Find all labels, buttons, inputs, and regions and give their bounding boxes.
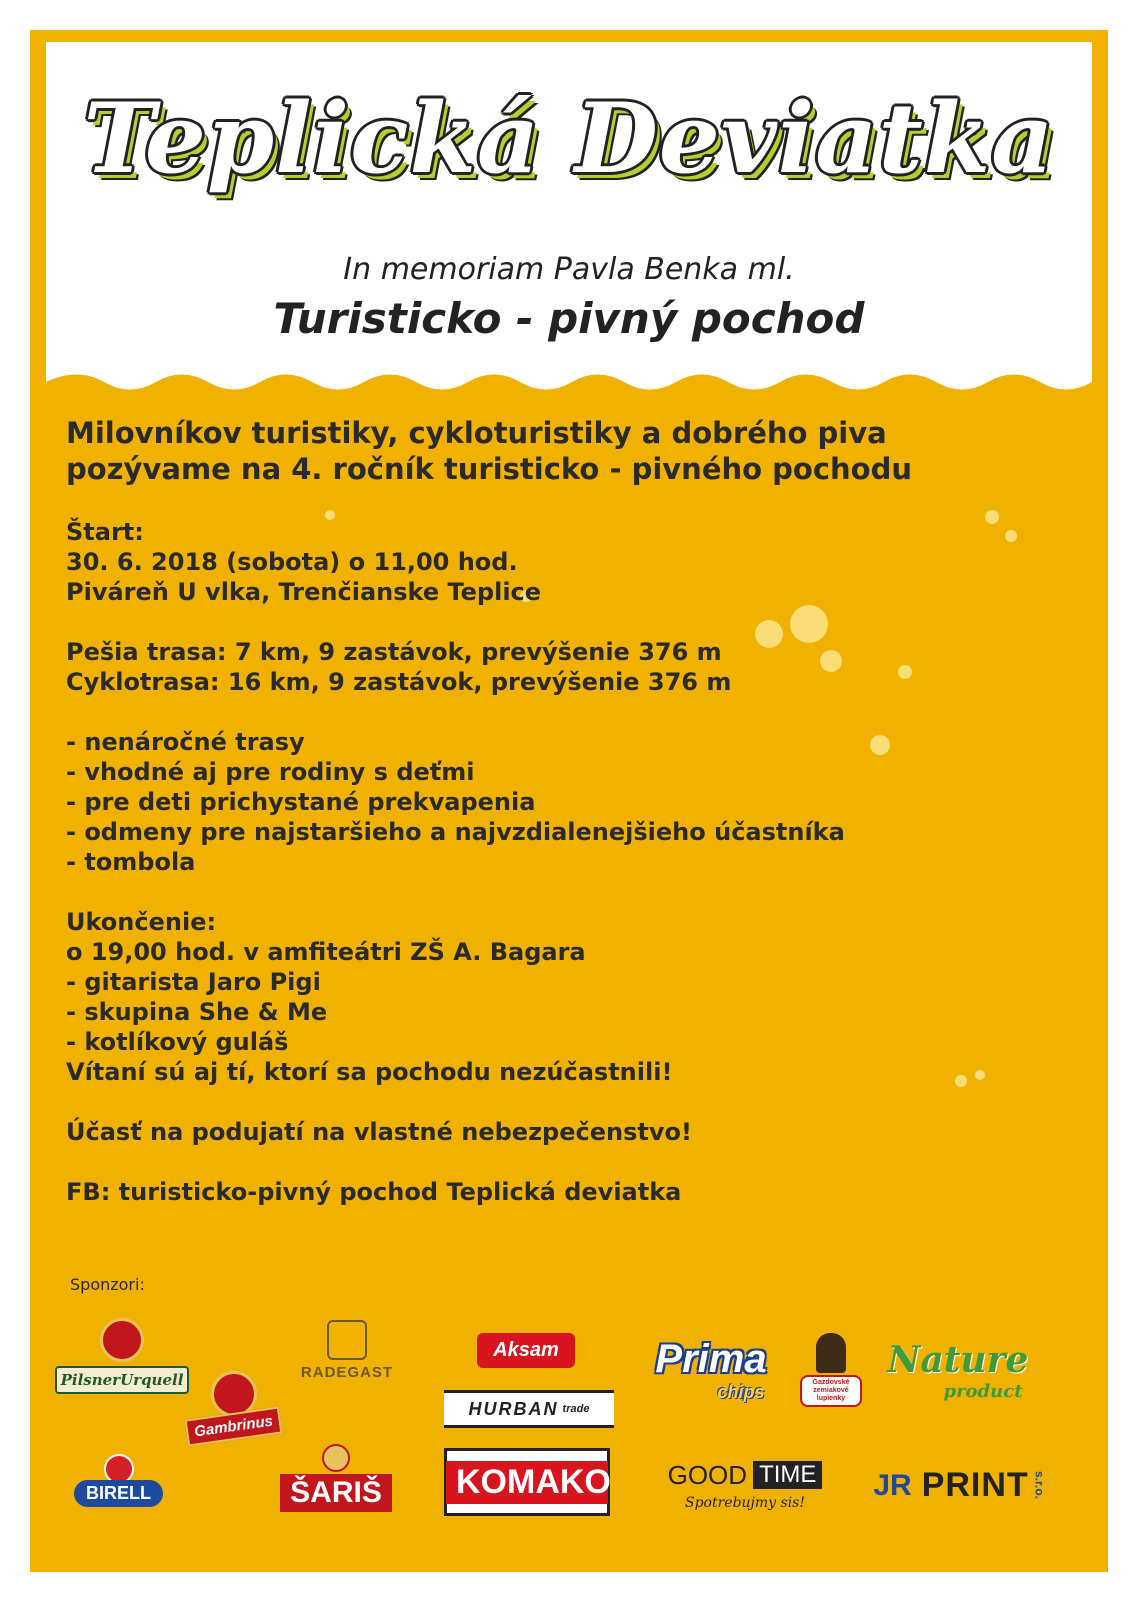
gazdovske-lupienky-logo: Gazdovské zemiakové lupienky xyxy=(800,1330,862,1410)
start-date: 30. 6. 2018 (sobota) o 11,00 hod. xyxy=(66,548,518,576)
warning-note: Účasť na podujatí na vlastné nebezpečenstvo! xyxy=(66,1118,692,1146)
event-type-subtitle: Turisticko - pivný pochod xyxy=(273,294,865,343)
end-item: - gitarista Jaro Pigi xyxy=(66,968,321,996)
feature-item: - pre deti prichystané prekvapenia xyxy=(66,788,536,816)
header-panel xyxy=(46,42,1092,437)
poster xyxy=(30,30,1108,1572)
end-item: - kotlíkový guláš xyxy=(66,1028,289,1056)
jr-print-logo: JR PRINT s.r.o. xyxy=(873,1466,1047,1504)
end-item: o 19,00 hod. v amfiteátri ZŠ A. Bagara xyxy=(66,938,586,966)
sponsors-label: Sponzori: xyxy=(70,1275,145,1294)
start-place: Piváreň U vlka, Trenčianske Teplice xyxy=(66,578,542,606)
main-content xyxy=(66,415,1086,1207)
route-walk: Pešia trasa: 7 km, 9 zastávok, prevýšenie 376 m xyxy=(66,638,722,666)
feature-item: - vhodné aj pre rodiny s deťmi xyxy=(66,758,475,786)
poster-title: Teplická Deviatka xyxy=(83,82,1055,195)
pilsner-urquell-logo: PilsnerUrquell xyxy=(68,1308,176,1403)
saris-logo: ŠARIŠ xyxy=(280,1440,392,1515)
start-heading: Štart: xyxy=(66,518,144,546)
farmer-icon xyxy=(816,1333,846,1373)
end-item: - skupina She & Me xyxy=(66,998,328,1026)
end-heading: Ukončenie: xyxy=(66,908,217,936)
radegast-emblem-icon xyxy=(327,1320,367,1360)
prima-chips-logo: Prima chips xyxy=(655,1337,767,1402)
hurban-trade-logo: HURBAN trade xyxy=(444,1390,614,1428)
memoriam-subtitle: In memoriam Pavla Benka ml. xyxy=(343,252,795,287)
good-time-logo: GOOD TIME Spotrebujmy sis! xyxy=(650,1455,840,1515)
feature-item: - odmeny pre najstaršieho a najvzdialenejšieho účastníka xyxy=(66,818,845,846)
welcome-note: Vítaní sú aj tí, ktorí sa pochodu nezúčastnili! xyxy=(66,1058,673,1086)
nature-product-logo: Nature product xyxy=(887,1338,1029,1402)
seal-icon xyxy=(100,1318,144,1362)
birell-logo: BIRELL xyxy=(66,1450,171,1510)
feature-item: - nenáročné trasy xyxy=(66,728,305,756)
feature-item: - tombola xyxy=(66,848,196,876)
intro-line: Milovníkov turistiky, cykloturistiky a dobrého piva xyxy=(66,416,887,450)
aksam-logo: Aksam xyxy=(470,1330,582,1370)
komako-logo: KOMAKO xyxy=(444,1448,610,1516)
gambrinus-logo: Gambrinus xyxy=(178,1365,290,1445)
saris-star-icon xyxy=(322,1444,350,1472)
facebook-link: FB: turisticko-pivný pochod Teplická deviatka xyxy=(66,1178,682,1206)
route-bike: Cyklotrasa: 16 km, 9 zastávok, prevýšenie 376 m xyxy=(66,668,732,696)
radegast-logo: RADEGAST xyxy=(292,1315,402,1385)
intro-line: pozývame na 4. ročník turisticko - pivného pochodu xyxy=(66,452,912,486)
